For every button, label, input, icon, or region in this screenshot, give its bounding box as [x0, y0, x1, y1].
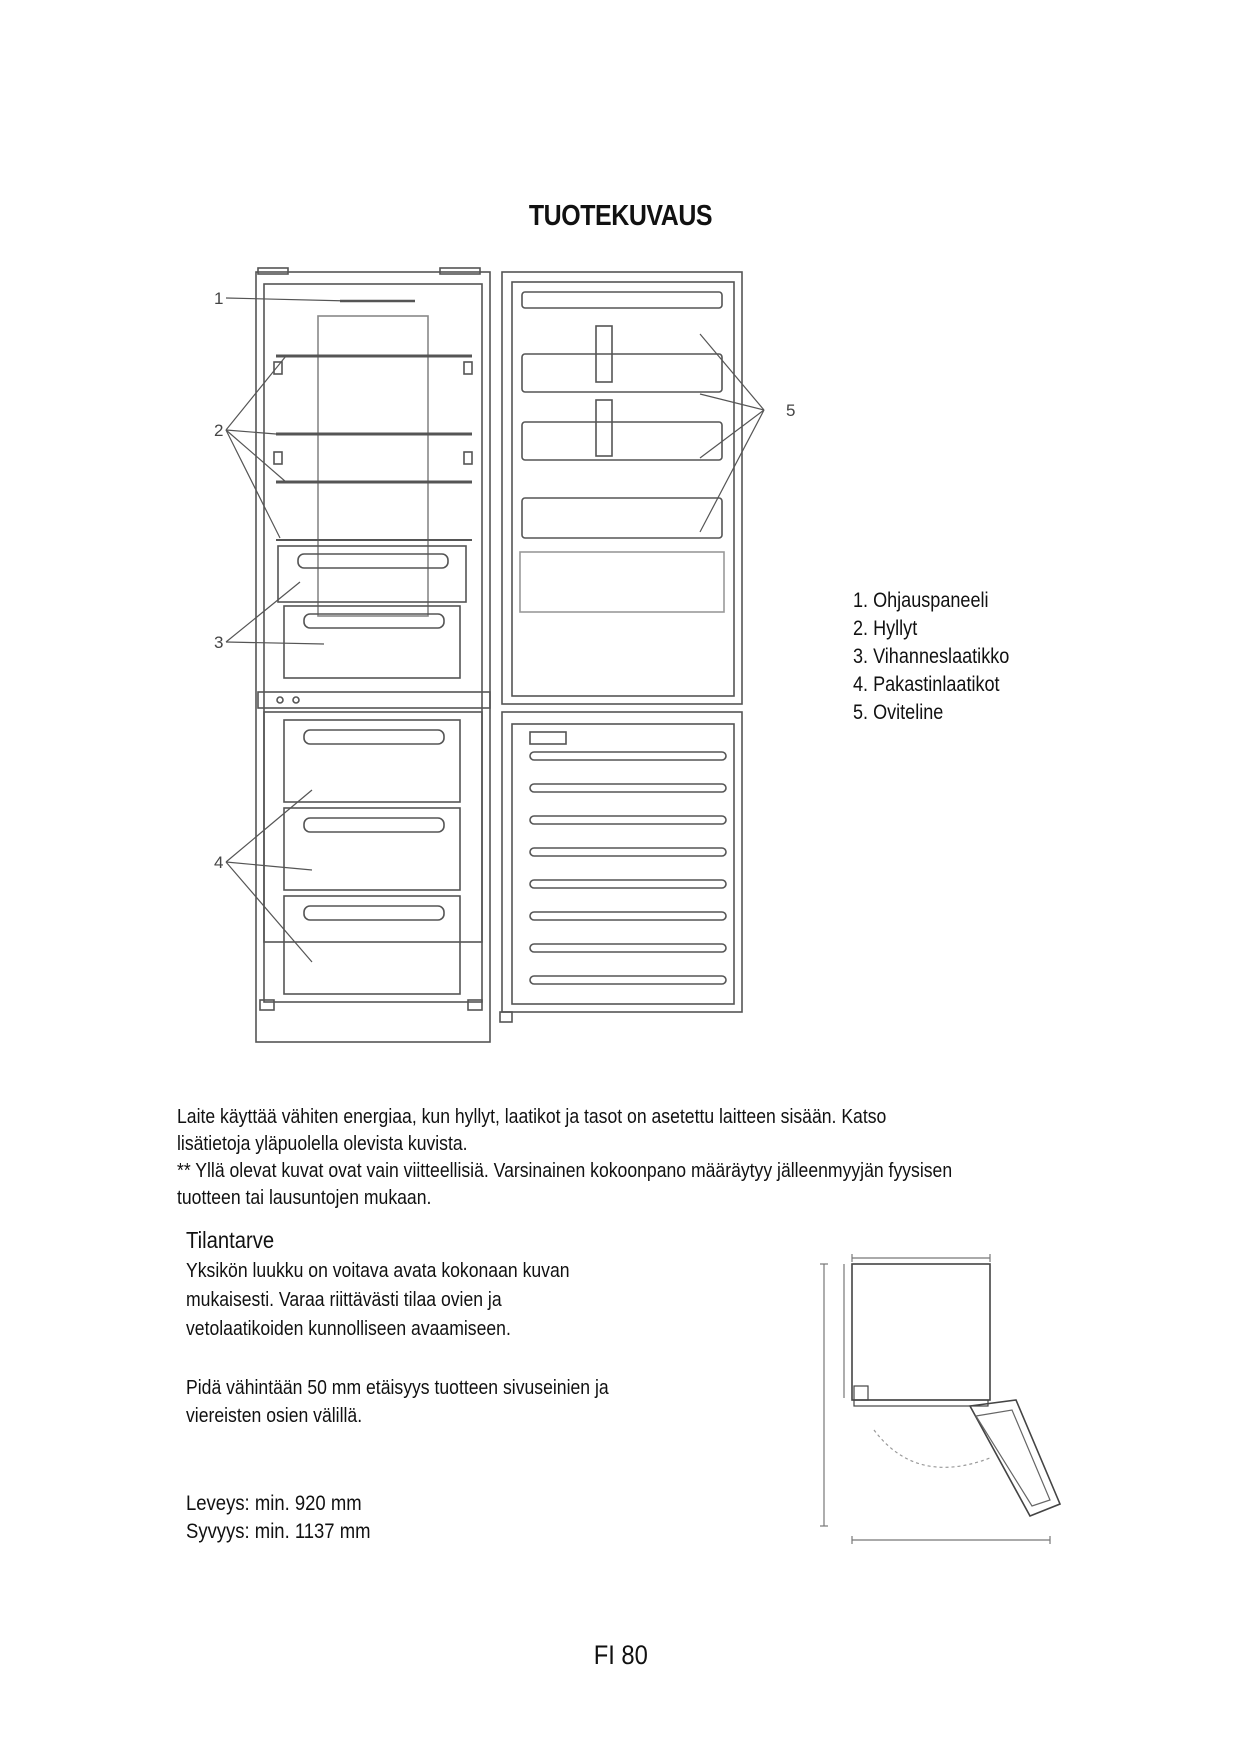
page-number: FI 80	[593, 1640, 648, 1670]
callout-3: 3	[214, 633, 224, 652]
paragraph-line: tuotteen tai lausuntojen mukaan.	[177, 1187, 432, 1209]
callout-2: 2	[214, 421, 224, 440]
parts-legend	[853, 587, 1035, 727]
clearance-diagram	[820, 1250, 1070, 1550]
legend-item: 5. Oviteline	[853, 701, 944, 724]
legend-item: 2. Hyllyt	[853, 617, 918, 640]
legend-item: 3. Vihanneslaatikko	[853, 645, 1010, 668]
fridge-diagram	[200, 262, 820, 1062]
callout-1: 1	[214, 289, 224, 308]
paragraph-line: lisätietoja yläpuolella olevista kuvista.	[177, 1133, 468, 1155]
callout-4: 4	[214, 853, 224, 872]
space-dimensions	[186, 1490, 396, 1546]
paragraph-line: Laite käyttää vähiten energiaa, kun hyllyt, laatikot ja tasot on asetettu laitteen sisään. Katso	[177, 1106, 887, 1128]
callout-5: 5	[786, 401, 796, 420]
paragraph-line: ** Yllä olevat kuvat ovat vain viitteellisiä. Varsinainen kokoonpano määräytyy jälleenmyyjän fyysisen	[177, 1160, 953, 1182]
space-text-2: Pidä vähintään 50 mm etäisyys tuotteen sivuseinien ja viereisten osien välillä.	[186, 1377, 609, 1427]
legend-item: 1. Ohjauspaneeli	[853, 589, 989, 612]
space-heading: Tilantarve	[186, 1227, 275, 1253]
page-title: TUOTEKUVAUS	[528, 200, 713, 232]
depth-requirement: Syvyys: min. 1137 mm	[186, 1520, 371, 1543]
energy-paragraph	[177, 1104, 1085, 1212]
legend-item: 4. Pakastinlaatikot	[853, 673, 1000, 696]
width-requirement: Leveys: min. 920 mm	[186, 1492, 362, 1515]
space-text-1: Yksikön luukku on voitava avata kokonaan kuvan mukaisesti. Varaa riittävästi tilaa ovien ja vetolaatikoiden kunnolliseen avaamiseen.	[186, 1260, 570, 1340]
